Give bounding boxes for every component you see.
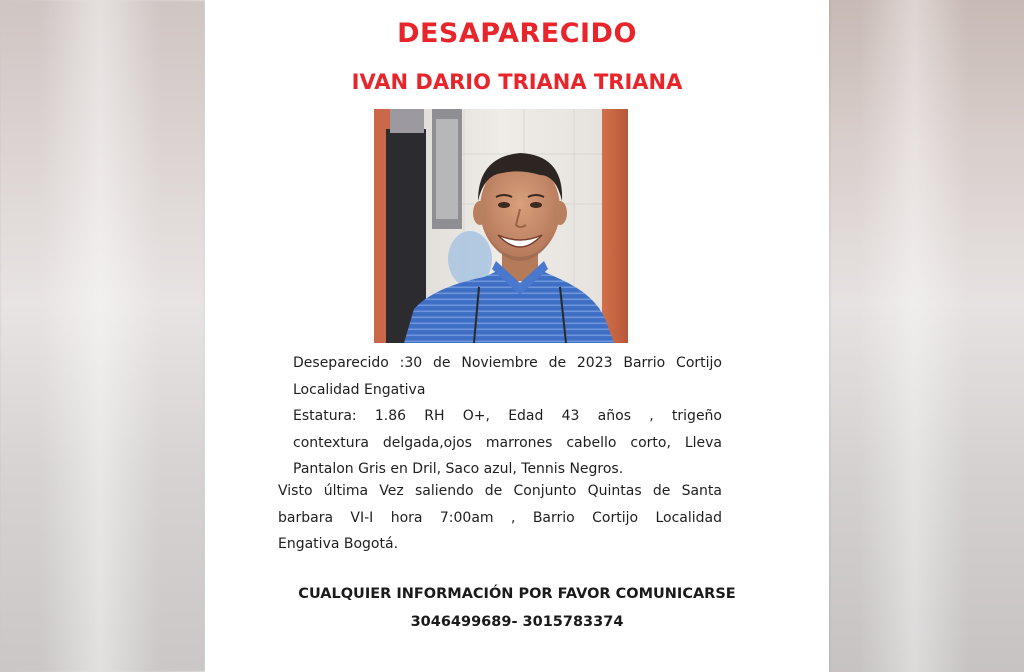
- background-left-blur: [0, 0, 205, 672]
- details-line: contextura delgada,ojos marrones cabello corto, Lleva: [293, 434, 722, 451]
- details-paragraph: [293, 350, 722, 483]
- background-right-blur: [829, 0, 1024, 672]
- contact-block: [205, 580, 829, 636]
- person-photo: [374, 109, 628, 343]
- details-line: Deseparecido :30 de Noviembre de 2023 Barrio Cortijo: [293, 355, 722, 371]
- sighting-line: barbara VI-I hora 7:00am , Barrio Cortijo Localidad: [278, 509, 722, 526]
- missing-person-poster: [205, 0, 829, 672]
- contact-phones: 3046499689- 3015783374: [410, 614, 624, 630]
- details-line: Pantalon Gris en Dril, Saco azul, Tennis Negros.: [293, 461, 624, 477]
- details-line: Estatura: 1.86 RH O+, Edad 43 años , trigeño: [293, 408, 722, 424]
- details-line: Localidad Engativa: [293, 381, 426, 398]
- sighting-line: Visto última Vez saliendo de Conjunto Quintas de Santa: [278, 483, 722, 499]
- person-photo-illustration: [374, 109, 628, 343]
- person-name: IVAN DARIO TRIANA TRIANA: [351, 70, 683, 94]
- sighting-line: Engativa Bogotá.: [278, 536, 399, 552]
- contact-heading: CUALQUIER INFORMACIÓN POR FAVOR COMUNICARSE: [298, 586, 736, 602]
- poster-title: DESAPARECIDO: [397, 18, 637, 49]
- sighting-paragraph: [278, 478, 722, 558]
